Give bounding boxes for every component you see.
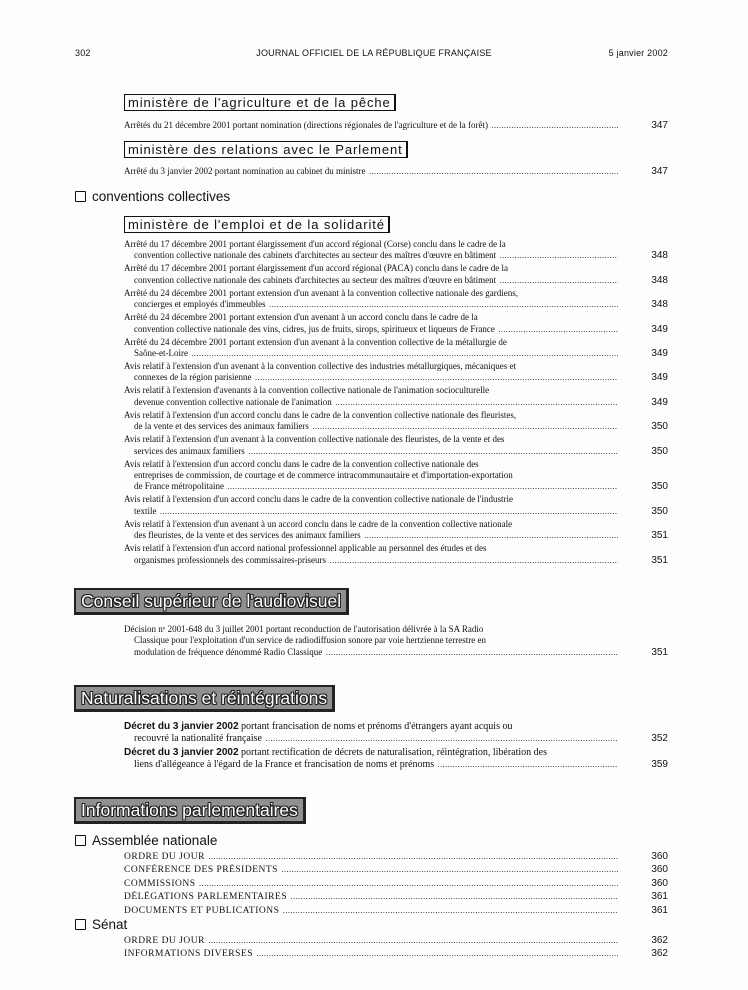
toc-item[interactable]: CONFÉRENCE DES PRÉSIDENTS ..... — [124, 864, 618, 876]
page-ref: 360 — [651, 851, 668, 862]
page-ref: 351 — [651, 554, 668, 566]
page-ref: 351 — [651, 530, 668, 542]
ministry-title-emploi: ministère de l'emploi et de la solidarité — [124, 216, 390, 233]
entry-text: Arrêté du 3 janvier 2002 portant nomination au cabinet du ministre — [124, 166, 366, 176]
section-heading-senat: Sénat — [75, 917, 127, 933]
toc-entry-parlement[interactable] — [124, 166, 618, 177]
page-ref: 348 — [651, 274, 668, 286]
page-ref: 350 — [651, 505, 668, 517]
toc-entry-convention[interactable]: Avis relatif à l'extension d'avenants à la convention collective nationale de l'animation socioculturelle devenue convention collective nationale de l'animation ..... — [124, 385, 618, 408]
toc-item[interactable]: COMMISSIONS ..... — [124, 878, 618, 890]
ministry-title-agriculture: ministère de l'agriculture et de la pêche — [124, 94, 396, 111]
journal-title: JOURNAL OFFICIEL DE LA RÉPUBLIQUE FRANÇAISE — [256, 48, 492, 58]
banner-naturalisations: Naturalisations et réintégrations — [74, 685, 335, 712]
page-ref: 348 — [651, 250, 668, 262]
page-ref: 347 — [651, 166, 668, 177]
page-ref: 350 — [651, 445, 668, 457]
page-ref: 362 — [651, 935, 668, 946]
toc-entry-convention[interactable]: Avis relatif à l'extension d'un accord conclu dans le cadre de la convention collective nationale de l'industrie textile ..... — [124, 494, 618, 517]
page-ref: 360 — [651, 864, 668, 876]
toc-entry-convention[interactable]: Avis relatif à l'extension d'un avenant à un accord conclu dans le cadre de la convention collective nationale des fleuristes, de la vente et des services des animaux familiers ..... — [124, 519, 618, 542]
page-ref: 349 — [651, 372, 668, 384]
toc-entry-convention[interactable]: Avis relatif à l'extension d'un avenant à la convention collective nationale des fleuristes, de la vente et des services des animaux familiers ..... — [124, 434, 618, 457]
banner-informations: Informations parlementaires — [74, 797, 306, 824]
toc-item[interactable]: DOCUMENTS ET PUBLICATIONS ..... — [124, 905, 618, 917]
checkbox-bullet-icon — [75, 919, 86, 930]
toc-entry-convention[interactable]: Avis relatif à l'extension d'un accord conclu dans le cadre de la convention collective nationale des entreprises de commission, de courtage et de commerce intracommunautaire et d'importation-exportation de France métropolitaine ..... — [124, 459, 618, 493]
toc-entry-agriculture[interactable] — [124, 120, 618, 131]
section-heading-conventions: conventions collectives — [75, 189, 230, 205]
page-ref: 361 — [651, 904, 668, 916]
issue-date: 5 janvier 2002 — [608, 48, 668, 58]
page-ref: 359 — [651, 759, 668, 771]
toc-entry-decret[interactable]: Décret du 3 janvier 2002 portant rectification de décrets de naturalisation, réintégration, libération des liens d'allégeance à l'égard de la France et francisation de noms et prénoms ..... — [124, 747, 618, 772]
toc-entry-convention[interactable]: Arrêté du 24 décembre 2001 portant extension d'un avenant à la convention collective de la métallurgie de Saône-et-Loire ..... — [124, 337, 618, 360]
page-ref: 352 — [651, 733, 668, 745]
page-ref: 360 — [651, 877, 668, 889]
toc-entry-convention[interactable]: Avis relatif à l'extension d'un avenant à la convention collective des industries métallurgiques, mécaniques et connexes de la région parisienne ..... — [124, 361, 618, 384]
page-ref: 347 — [651, 120, 668, 131]
page-ref: 351 — [651, 647, 668, 658]
toc-entry-convention[interactable]: Avis relatif à l'extension d'un accord conclu dans le cadre de la convention collective nationale des fleuristes, de la vente et des services des animaux familiers ..... — [124, 410, 618, 433]
entry-text: Arrêtés du 21 décembre 2001 portant nomination (directions régionales de l'agriculture et de la forêt) — [124, 120, 488, 130]
page-ref: 349 — [651, 348, 668, 359]
page-ref: 361 — [651, 891, 668, 903]
page-ref: 348 — [651, 299, 668, 311]
toc-entry-convention[interactable]: Arrêté du 17 décembre 2001 portant élargissement d'un accord régional (PACA) conclu dans le cadre de la convention collective nationale des cabinets d'architectes au secteur des maîtres d'œuvre en bâtiment ..... — [124, 263, 618, 286]
page-ref: 362 — [651, 948, 668, 960]
page-ref: 350 — [651, 481, 668, 493]
toc-item[interactable]: INFORMATIONS DIVERSES ..... — [124, 948, 618, 960]
page-ref: 349 — [651, 396, 668, 408]
toc-entry-convention[interactable]: Arrêté du 24 décembre 2001 portant extension d'un avenant à un accord conclu dans le cadre de la convention collective nationale des vins, cidres, jus de fruits, sirops, spiritueux et liqueurs de France ..... — [124, 312, 618, 335]
ministry-title-parlement: ministère des relations avec le Parlement — [124, 141, 408, 158]
banner-audiovisuel: Conseil supérieur de l'audiovisuel — [74, 588, 349, 615]
toc-item[interactable]: ORDRE DU JOUR ..... — [124, 851, 618, 863]
checkbox-bullet-icon — [75, 191, 86, 202]
toc-entry-convention[interactable]: Arrêté du 17 décembre 2001 portant élargissement d'un accord régional (Corse) conclu dans le cadre de la convention collective nationale des cabinets d'architectes au secteur des maîtres d'œuvre en bâtiment ..... — [124, 239, 618, 262]
toc-entry-audiovisuel[interactable]: Décision nᵒ 2001-648 du 3 juillet 2001 portant reconduction de l'autorisation délivrée à la SA Radio Classique pour l'exploitation d'un service de radiodiffusion sonore par voie hertzienne terrestre en modulation de fréquence dénommé Radio Classique ..... — [124, 624, 618, 658]
toc-item[interactable]: ORDRE DU JOUR ..... — [124, 935, 618, 947]
section-heading-assemblee: Assemblée nationale — [75, 833, 217, 849]
page-ref: 349 — [651, 323, 668, 335]
page-number: 302 — [75, 48, 91, 58]
toc-entry-decret[interactable]: Décret du 3 janvier 2002 portant francisation de noms et prénoms d'étrangers ayant acquis ou recouvré la nationalité française ..... — [124, 721, 618, 746]
toc-entry-convention[interactable]: Arrêté du 24 décembre 2001 portant extension d'un avenant à la convention collective nationale des gardiens, concierges et employés d'immeubles ..... — [124, 288, 618, 311]
toc-item[interactable]: DÉLÉGATIONS PARLEMENTAIRES ..... — [124, 891, 618, 903]
page-ref: 350 — [651, 421, 668, 433]
checkbox-bullet-icon — [75, 835, 86, 846]
toc-entry-convention[interactable]: Avis relatif à l'extension d'un accord national professionnel applicable au personnel des études et des organismes professionnels des commissaires-priseurs ..... — [124, 543, 618, 566]
